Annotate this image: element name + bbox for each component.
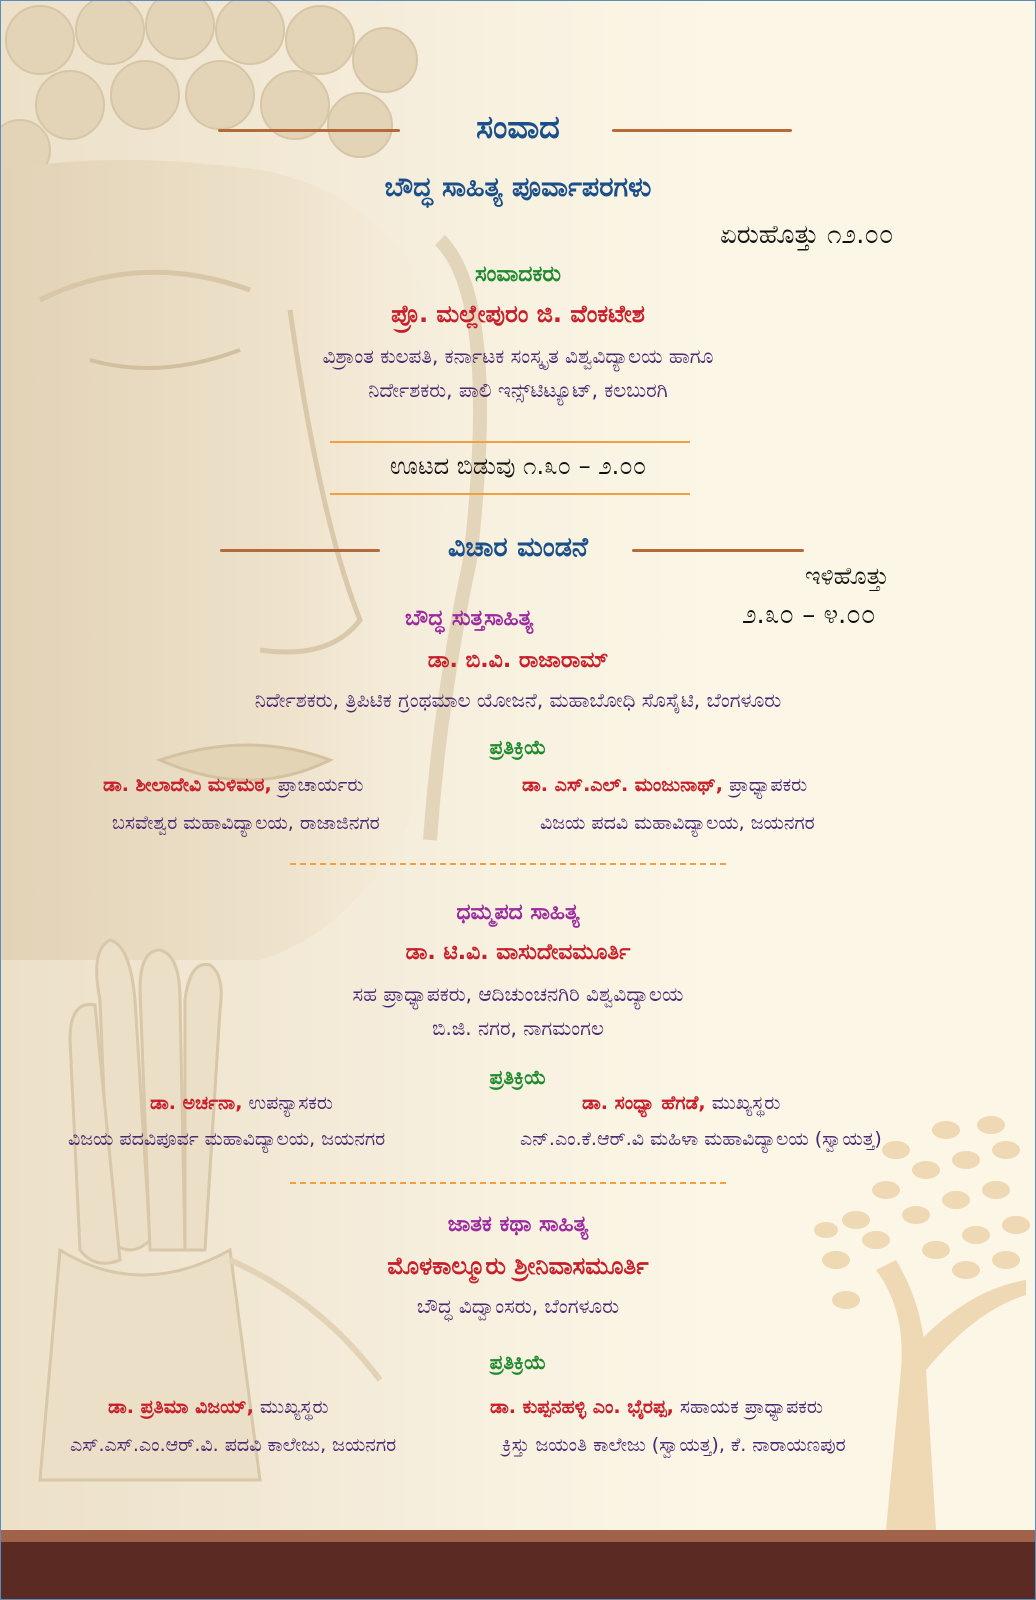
talk2-speaker-desc-line1: ಸಹ ಪ್ರಾಧ್ಯಾಪಕರು, ಆದಿಚುಂಚನಗಿರಿ ವಿಶ್ವವಿದ್ಯಾಲಯ (352, 982, 684, 1006)
talk3-r1-role: ಮುಖ್ಯಸ್ಥರು (253, 1396, 329, 1418)
session2-time-label: ಇಳಿಹೊತ್ತು (805, 562, 889, 590)
talk2-r1-name: ಡಾ. ಅರ್ಚನಾ, (150, 1092, 243, 1114)
lunch-break: ಊಟದ ಬಿಡುವು ೧.೩೦ – ೨.೦೦ (389, 452, 647, 480)
session2-time-value: ೨.೩೦ – ೪.೦೦ (742, 600, 876, 630)
talk2-r2-name: ಡಾ. ಸಂಧ್ಯಾ ಹೆಗಡೆ, (582, 1092, 706, 1114)
talk3-speaker: ಮೊಳಕಾಲ್ಮೂರು ಶ್ರೀನಿವಾಸಮೂರ್ತಿ (387, 1252, 649, 1280)
talk1-r1-role: ಪ್ರಾಚಾರ್ಯರು (271, 774, 364, 796)
talk1-speaker-desc: ನಿರ್ದೇಶಕರು, ತ್ರಿಪಿಟಿಕ ಗ್ರಂಥಮಾಲ ಯೋಜನೆ, ಮಹಾಬೋಧಿ ಸೊಸೈಟಿ, ಬೆಂಗಳೂರು (254, 688, 782, 712)
talk3-r2-inst: ಕ್ರಿಸ್ತು ಜಯಂತಿ ಕಾಲೇಜು (ಸ್ವಾಯತ್ತ), ಕೆ. ನಾರಾಯಣಪುರ (502, 1434, 846, 1456)
talk2-reaction-label: ಪ್ರತಿಕ್ರಿಯೆ (489, 1065, 547, 1089)
talk3-reaction-label: ಪ್ರತಿಕ್ರಿಯೆ (489, 1350, 547, 1374)
talk2-speaker: ಡಾ. ಟಿ.ವಿ. ವಾಸುದೇವಮೂರ್ತಿ (405, 940, 631, 965)
talk3-r1-name: ಡಾ. ಪ್ರತಿಮಾ ವಿಜಯ್, (108, 1396, 254, 1418)
talk2-r1-inst: ವಿಜಯ ಪದವಿಪೂರ್ವ ಮಹಾವಿದ್ಯಾಲಯ, ಜಯನಗರ (68, 1128, 386, 1150)
talk1-r1-inst: ಬಸವೇಶ್ವರ ಮಹಾವಿದ್ಯಾಲಯ, ರಾಜಾಜಿನಗರ (112, 812, 380, 834)
talk1-r2-name: ಡಾ. ಎಸ್.ಎಲ್. ಮಂಜುನಾಥ್, (522, 774, 724, 796)
talk2-topic: ಧಮ್ಮಪದ ಸಾಹಿತ್ಯ (456, 900, 580, 925)
talk1-topic: ಬೌದ್ಧ ಸುತ್ತಸಾಹಿತ್ಯ (405, 606, 534, 631)
talk1-speaker: ಡಾ. ಬಿ.ವಿ. ರಾಜಾರಾಮ್ (427, 648, 609, 673)
talk1-r2-inst: ವಿಜಯ ಪದವಿ ಮಹಾವಿದ್ಯಾಲಯ, ಜಯನಗರ (540, 812, 815, 834)
talk2-speaker-desc-line2: ಬಿ.ಜಿ. ನಗರ, ನಾಗಮಂಗಲ (432, 1016, 604, 1040)
talk1-reaction-label: ಪ್ರತಿಕ್ರಿಯೆ (489, 735, 547, 759)
talk2-r2-inst: ಎನ್.ಎಂ.ಕೆ.ಆರ್.ವಿ ಮಹಿಳಾ ಮಹಾವಿದ್ಯಾಲಯ (ಸ್ವಾಯತ್ತ) (520, 1128, 882, 1150)
talk3-topic: ಜಾತಕ ಕಥಾ ಸಾಹಿತ್ಯ (447, 1212, 589, 1237)
session2-title: ವಿಚಾರ ಮಂಡನೆ (448, 532, 588, 563)
session1-topic: ಬೌದ್ಧ ಸಾಹಿತ್ಯ ಪೂರ್ವಾಪರಗಳು (384, 172, 652, 203)
session1-time: ಏರುಹೊತ್ತು ೧೨.೦೦ (720, 220, 894, 250)
talk3-r2-name: ಡಾ. ಕುಪ್ಪನಹಳ್ಳಿ ಎಂ. ಭೈರಪ್ಪ, (490, 1396, 674, 1418)
moderator-desc-line1: ವಿಶ್ರಾಂತ ಕುಲಪತಿ, ಕರ್ನಾಟಕ ಸಂಸ್ಕೃತ ವಿಶ್ವವಿದ್ಯಾಲಯ ಹಾಗೂ (322, 344, 714, 368)
talk2-r2-role: ಮುಖ್ಯಸ್ಥರು (705, 1092, 781, 1114)
session1-title: ಸಂವಾದ (476, 108, 560, 146)
moderator-desc-line2: ನಿರ್ದೇಶಕರು, ಪಾಲಿ ಇನ್ಸ್‌ಟಿಟ್ಯೂಟ್, ಕಲಬುರಗಿ (368, 378, 668, 402)
talk1-r1-name: ಡಾ. ಶೀಲಾದೇವಿ ಮಳಿಮಠ, (103, 774, 272, 796)
talk3-r2-role: ಸಹಾಯಕ ಪ್ರಾಧ್ಯಾಪಕರು (673, 1396, 823, 1418)
talk2-r1-role: ಉಪನ್ಯಾಸಕರು (242, 1092, 333, 1114)
moderator-name: ಪ್ರೊ. ಮಲ್ಲೇಪುರಂ ಜಿ. ವೆಂಕಟೇಶ (391, 300, 645, 328)
moderator-label: ಸಂವಾದಕರು (474, 262, 562, 287)
talk3-r1-inst: ಎಸ್.ಎಸ್.ಎಂ.ಆರ್.ವಿ. ಪದವಿ ಕಾಲೇಜು, ಜಯನಗರ (70, 1434, 397, 1456)
talk1-r2-role: ಪ್ರಾಧ್ಯಾಪಕರು (723, 774, 808, 796)
talk3-speaker-desc: ಬೌದ್ಧ ವಿದ್ವಾಂಸರು, ಬೆಂಗಳೂರು (416, 1294, 620, 1318)
